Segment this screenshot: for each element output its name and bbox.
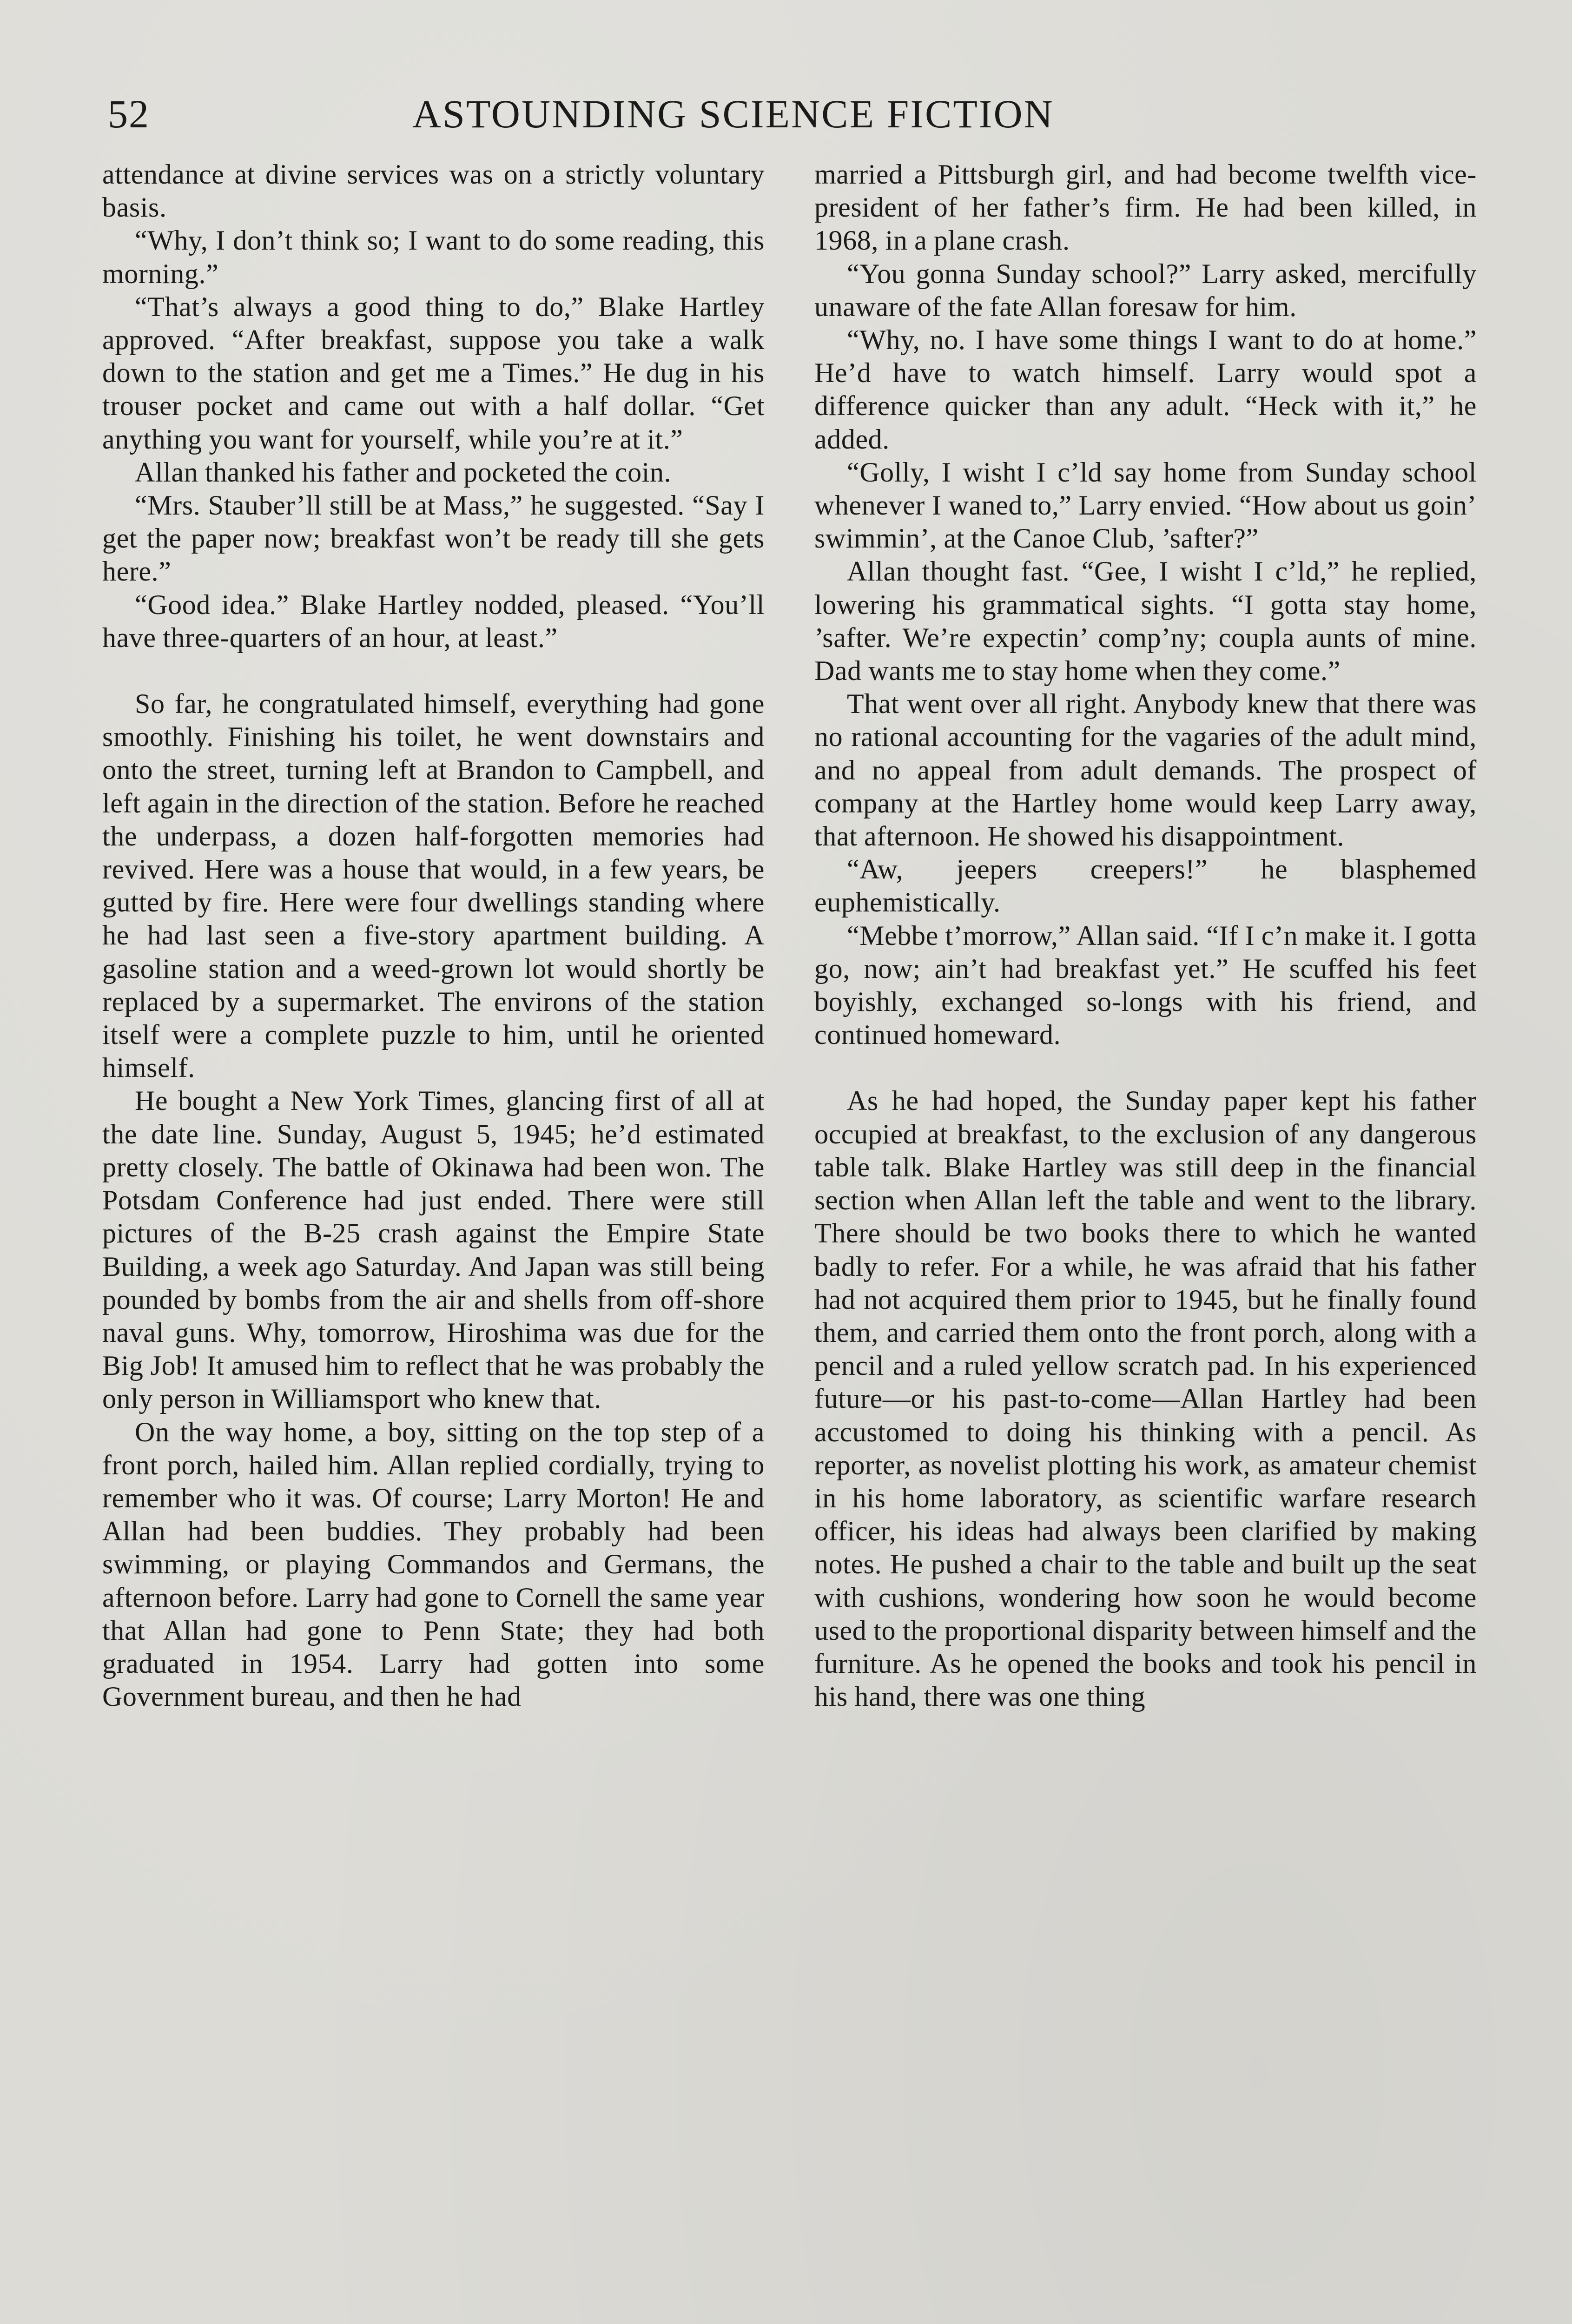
running-title: ASTOUNDING SCIENCE FICTION (412, 92, 1054, 136)
paragraph: “Good idea.” Blake Hartley nodded, pleased. “You’ll have three-quarters of an hour, at least.” (102, 589, 765, 653)
paragraph: “That’s always a good thing to do,” Blake Hartley approved. “After breakfast, suppose you take a walk down to the station and get me a Times.” He dug in his trouser pocket and came out with a half dollar. “Get anything you want for yourself, while you’re at it.” (102, 291, 765, 455)
paragraph: As he had hoped, the Sunday paper kept his father occupied at breakfast, to the exclusion of any dangerous table talk. Blake Hartley was still deep in the financial section when Allan left the table and went to the library. There should be two books there to which he wanted badly to refer. For a while, he was afraid that his father had not acquired them prior to 1945, but he finally found them, and carried them onto the front porch, along with a pencil and a ruled yellow scratch pad. In his experienced future—or his past-to-come—Allan Hartley had been accustomed to doing his thinking with a pencil. As reporter, as novelist plotting his work, as amateur chemist in his home laboratory, as scientific warfare research officer, his ideas had always been clarified by making notes. He pushed a chair to the table and built up the seat with cushions, wondering how soon he would become used to the proportional disparity between himself and the furniture. As he opened the books and took his pencil in his hand, there was one thing (814, 1085, 1477, 1712)
paragraph: “Mebbe t’morrow,” Allan said. “If I c’n make it. I gotta go, now; ain’t had breakfast yet.” He scuffed his feet boyishly, exchanged so-longs with his friend, and continued homeward. (814, 920, 1477, 1050)
left-column (102, 158, 765, 2264)
paragraph: “Why, no. I have some things I want to do at home.” He’d have to watch himself. Larry would spot a difference quicker than any adult. “Heck with it,” he added. (814, 324, 1477, 455)
paragraph: Allan thought fast. “Gee, I wisht I c’ld,” he replied, lowering his grammatical sights. “I gotta stay home, ’safter. We’re expectin’ comp’ny; coupla aunts of mine. Dad wants me to stay home when they come.” (814, 556, 1477, 687)
paragraph: So far, he congratulated himself, everything had gone smoothly. Finishing his toilet, he went downstairs and onto the street, turning left at Brandon to Campbell, and left again in the direction of the station. Before he reached the underpass, a dozen half-forgotten memories had revived. Here was a house that would, in a few years, be gutted by fire. Here were four dwellings standing where he had last seen a five-story apartment building. A gasoline station and a weed-grown lot would shortly be replaced by a supermarket. The environs of the station itself were a complete puzzle to him, until he oriented himself. (102, 688, 765, 1083)
paragraph: On the way home, a boy, sitting on the top step of a front porch, hailed him. Allan replied cordially, trying to remember who it was. Of course; Larry Morton! He and Allan had been buddies. They probably had been swimming, or playing Commandos and Germans, the afternoon before. Larry had gone to Cornell the same year that Allan had gone to Penn State; they had both graduated in 1954. Larry had gotten into some Government bureau, and then he had (102, 1416, 765, 1712)
paragraph: “You gonna Sunday school?” Larry asked, mercifully unaware of the fate Allan foresaw for him. (814, 258, 1477, 322)
page-header (108, 88, 1484, 139)
paragraph: Allan thanked his father and pocketed the coin. (135, 456, 672, 488)
paragraph: attendance at divine services was on a strictly voluntary basis. (102, 159, 765, 223)
paragraph: “Mrs. Stauber’ll still be at Mass,” he suggested. “Say I get the paper now; breakfast won’t be ready till she gets here.” (102, 490, 765, 587)
paragraph: “Aw, jeepers creepers!” he blasphemed euphemistically. (814, 854, 1477, 918)
paragraph: “Why, I don’t think so; I want to do some reading, this morning.” (102, 225, 765, 289)
paragraph: That went over all right. Anybody knew that there was no rational accounting for the vagaries of the adult mind, and no appeal from adult demands. The prospect of company at the Hartley home would keep Larry away, that afternoon. He showed his disappointment. (814, 688, 1477, 852)
paragraph: “Golly, I wisht I c’ld say home from Sunday school whenever I waned to,” Larry envied. “How about us goin’ swimmin’, at the Canoe Club, ’safter?” (814, 456, 1477, 554)
right-column (814, 158, 1477, 2264)
paragraph: He bought a New York Times, glancing first of all at the date line. Sunday, August 5, 1945; he’d estimated pretty closely. The battle of Okinawa had been won. The Potsdam Conference had just ended. There were still pictures of the B-25 crash against the Empire State Building, a week ago Saturday. And Japan was still being pounded by bombs from the air and shells from off-shore naval guns. Why, tomorrow, Hiroshima was due for the Big Job! It amused him to reflect that he was probably the only person in Williamsport who knew that. (102, 1085, 765, 1414)
paragraph: married a Pittsburgh girl, and had become twelfth vice-president of her father’s firm. He had been killed, in 1968, in a plane crash. (814, 159, 1477, 256)
page-number: 52 (108, 92, 150, 136)
